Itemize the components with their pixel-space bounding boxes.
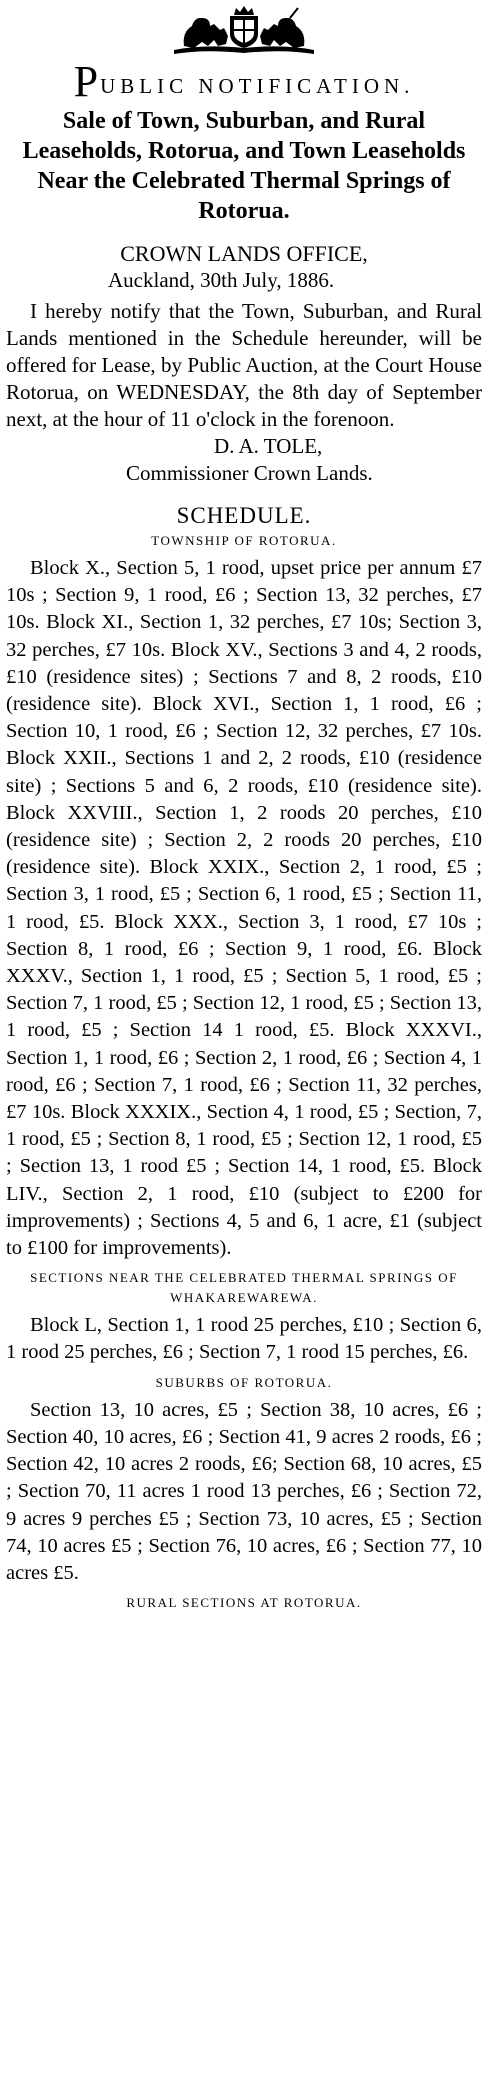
signature-name: D. A. TOLE, bbox=[214, 434, 323, 458]
notice-heading bbox=[6, 57, 482, 106]
notice-subheading: Sale of Town, Suburban, and Rural Leaseholds, Rotorua, and Town Leaseholds Near the Celebrated Thermal Springs of Rotorua. bbox=[22, 108, 466, 224]
rural-heading: RURAL SECTIONS AT ROTORUA. bbox=[126, 1595, 362, 1611]
heading-text: UBLIC NOTIFICATION. bbox=[100, 74, 415, 98]
royal-coat-of-arms-icon bbox=[164, 6, 324, 56]
heading-drop-cap: P bbox=[73, 57, 99, 106]
suburbs-heading: SUBURBS OF ROTORUA. bbox=[155, 1374, 333, 1390]
schedule-title: SCHEDULE. bbox=[176, 503, 312, 528]
township-heading: TOWNSHIP OF ROTORUA. bbox=[151, 533, 337, 548]
township-text: Block X., Section 5, 1 rood, upset price per annum £7 10s ; Section 9, 1 rood, £6 ; Section 13, 32 perches, £7 10s. Block XI., Section 1, 32 perches, £7 10s; Section 3, 32 perches, £7 10s. Block XV., Sections 3 and 4, 2 roods, £10 (residence sites) ; Sections 7 and 8, 2 roods, £10 (residence site). Block XVI., Section 1, 1 rood, £6 ; Section 10, 1 rood, £6 ; Section 12, 32 perches, £7 10s. Block XXII., Sections 1 and 2, 2 roods, £10 (residence site) ; Sections 5 and 6, 2 roods, £10 (residence site). Block XXVIII., Section 1, 2 roods 20 perches, £10 (residence site) ; Section 2, 2 roods 20 perches, £10 (residence site). Block XXIX., Section 2, 1 rood, £5 ; Section 3, 1 rood, £5 ; Section 6, 1 rood, £5 ; Section 11, 1 rood, £5. Block XXX., Section 3, 1 rood, £7 10s ; Section 8, 1 rood, £6 ; Section 9, 1 rood, £6. Block XXXV., Section 1, 1 rood, £5 ; Section 5, 1 rood, £5 ; Section 7, 1 rood, £5 ; Section 12, 1 rood, £5 ; Section 13, 1 rood, £5 ; Section 14 1 rood, £5. Block XXXVI., Section 1, 1 rood, £6 ; Section 2, 1 rood, £6 ; Section 4, 1 rood, £6 ; Section 7, 1 rood, £6 ; Section 11, 32 perches, £7 10s. Block XXXIX., Section 4, 1 rood, £5 ; Section, 7, 1 rood, £5 ; Section 8, 1 rood, £5 ; Section 12, 1 rood, £5 ; Section 13, 1 rood £5 ; Section 14, 1 rood, £5. Block LIV., Section 2, 1 rood, £10 (subject to £200 for improvements) ; Sections 4, 5 and 6, 1 acre, £1 (subject to £100 for improvements). bbox=[6, 557, 483, 1260]
thermal-text: Block L, Section 1, 1 rood 25 perches, £10 ; Section 6, 1 rood 25 perches, £6 ; Section 7, 1 rood 15 perches, £6. bbox=[6, 1314, 482, 1364]
office-name: CROWN LANDS OFFICE, bbox=[120, 241, 368, 266]
notice-body: I hereby notify that the Town, Suburban, and Rural Lands mentioned in the Schedule hereunder, will be offered for Lease, by Public Auction, at the Court House Rotorua, on WEDNESDAY, the 8th day of September next, at the hour of 11 o'clock in the forenoon. bbox=[6, 299, 482, 431]
thermal-heading: SECTIONS NEAR THE CELEBRATED THERMAL SPRINGS OF WHAKAREWAREWA. bbox=[30, 1270, 458, 1306]
signature-title: Commissioner Crown Lands. bbox=[126, 461, 373, 485]
suburbs-text: Section 13, 10 acres, £5 ; Section 38, 10 acres, £6 ; Section 40, 10 acres, £6 ; Section 41, 9 acres 2 roods, £6 ; Section 42, 10 acres 2 roods, £6; Section 68, 10 acres, £5 ; Section 70, 11 acres 1 rood 13 perches, £6 ; Section 72, 9 acres 9 perches £5 ; Section 73, 10 acres, £5 ; Section 74, 10 acres £5 ; Section 76, 10 acres, £6 ; Section 77, 10 acres £5. bbox=[6, 1398, 482, 1584]
office-date: Auckland, 30th July, 1886. bbox=[108, 268, 335, 292]
